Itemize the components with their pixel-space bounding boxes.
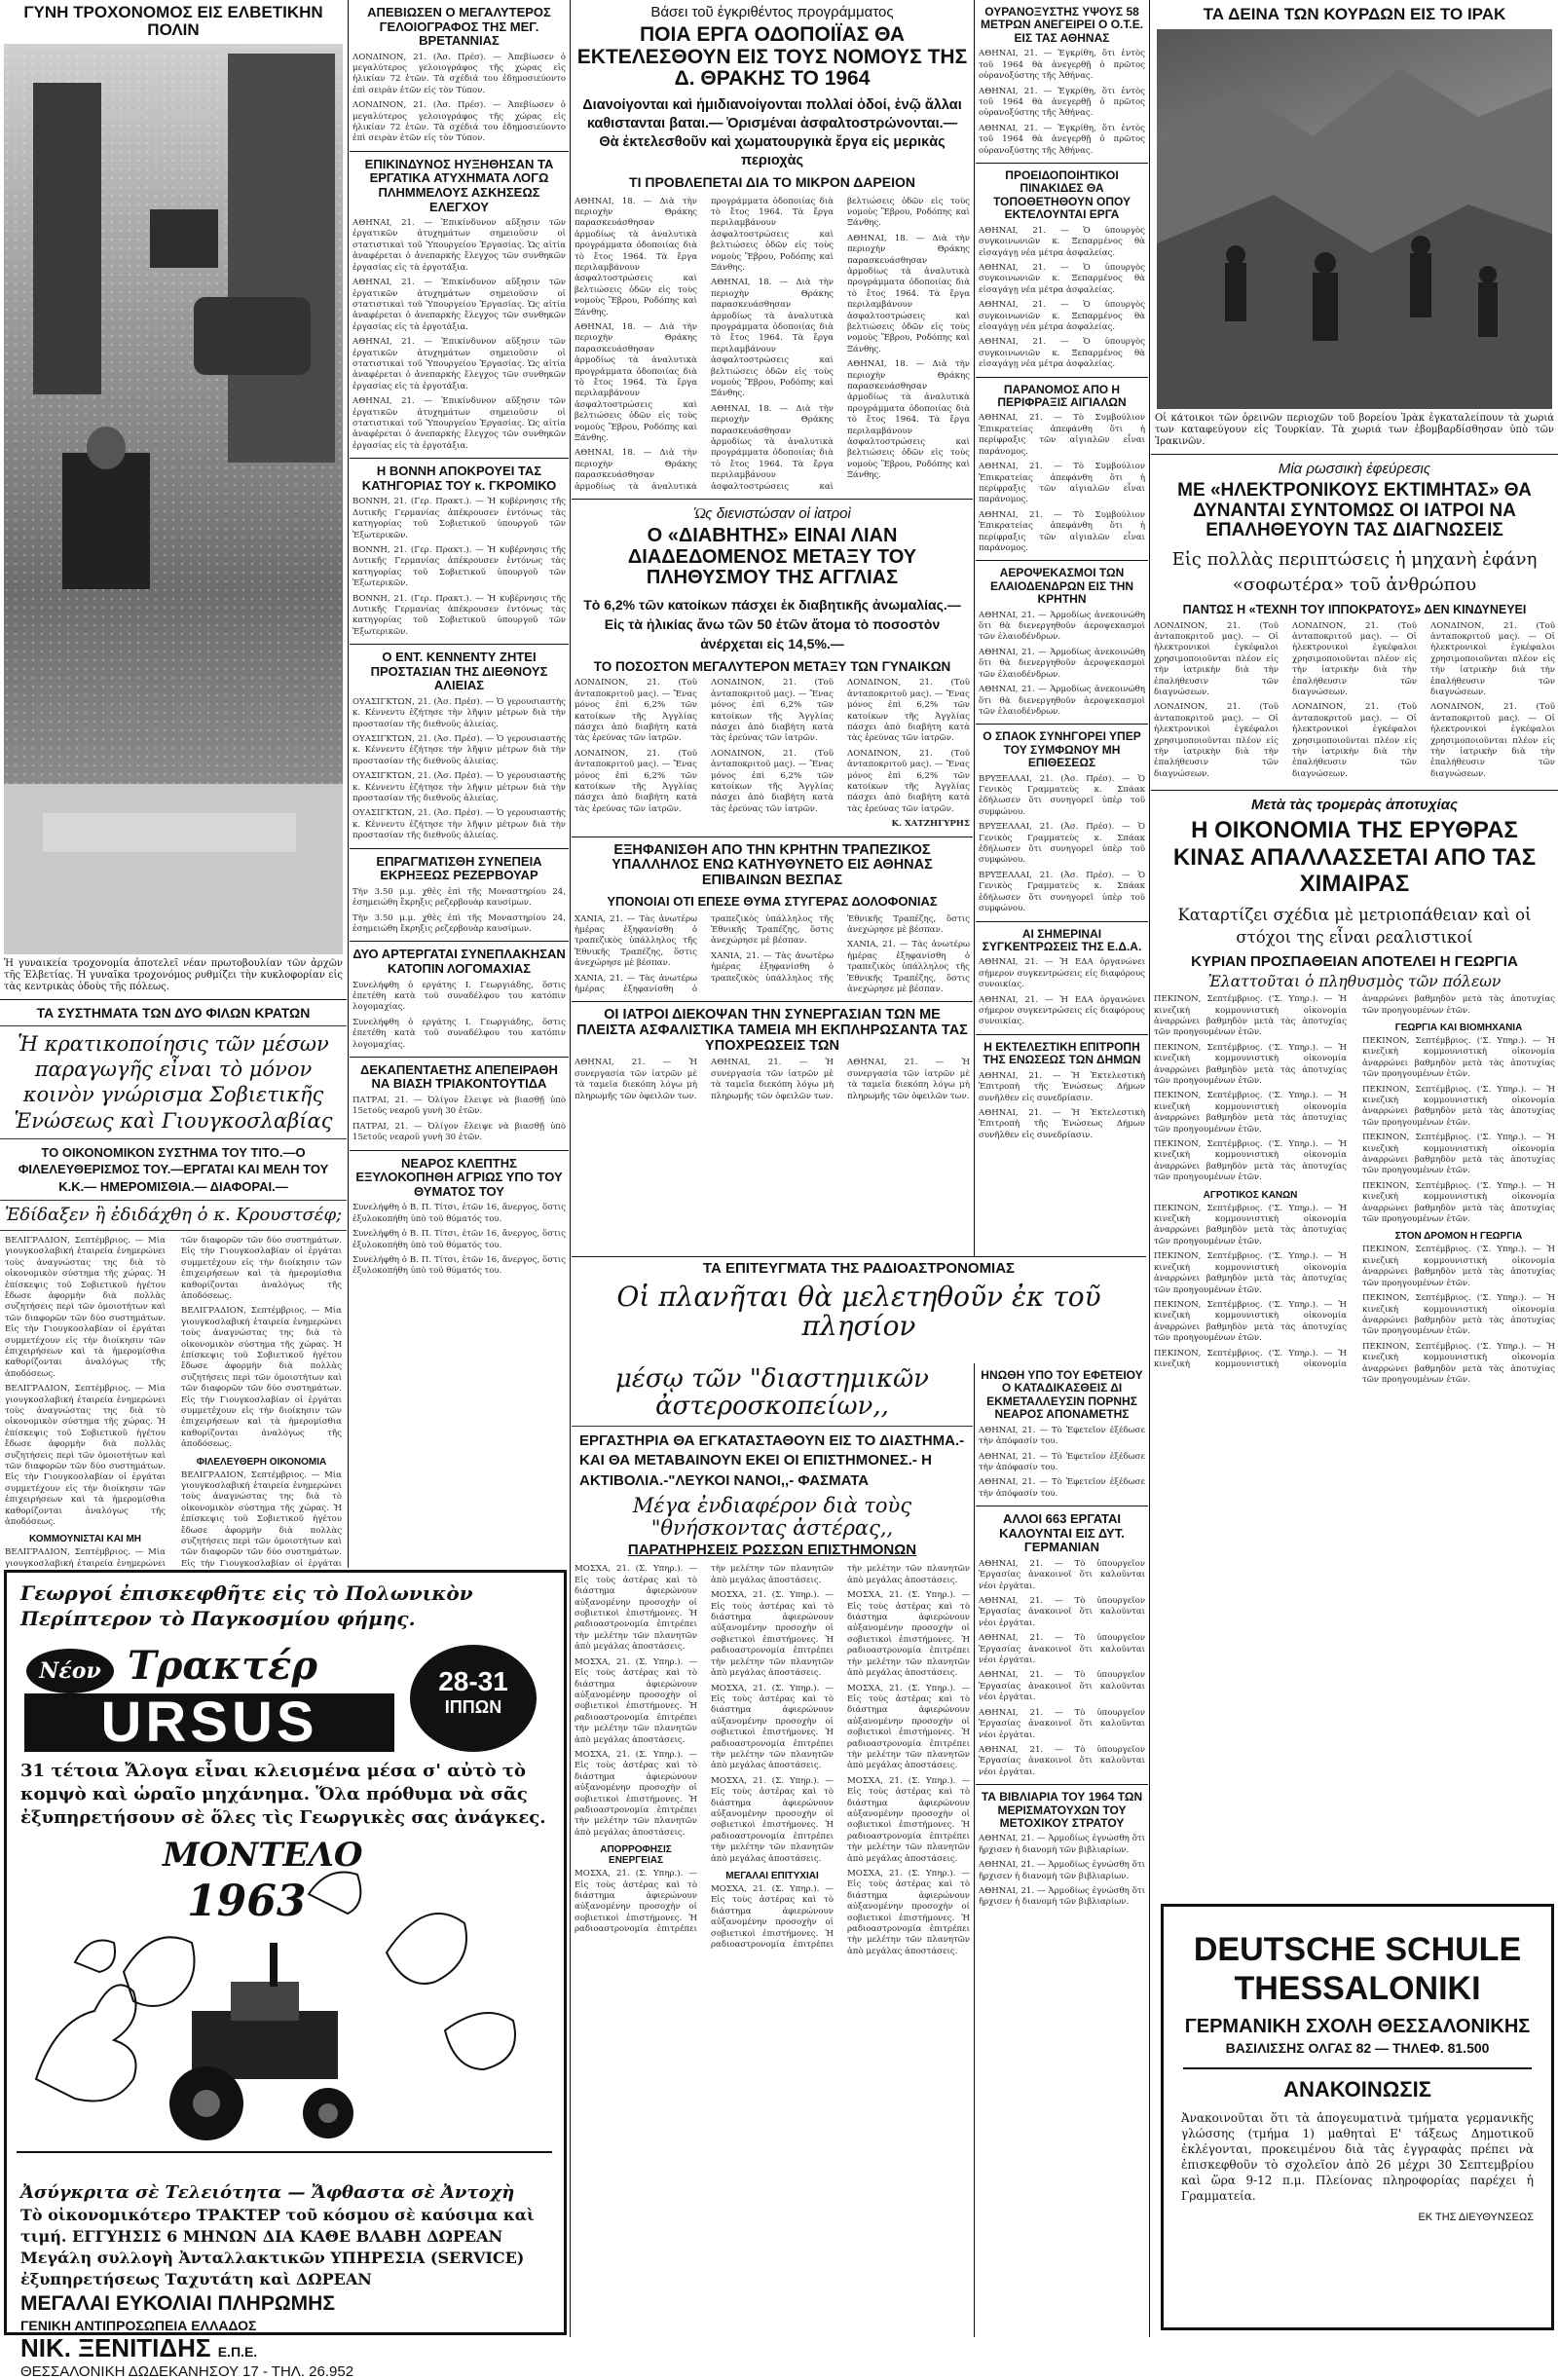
article-body: ΜΟΣΧΑ, 21. (Σ. Υπηρ.). — Εἰς τοὺς ἀστέρας καὶ τὸ διάστημα ἀφιερώνουν αὐξανομένην προσοχὴν οἱ σοβιετικοὶ ἐπιστήμονες. Ἡ ραδιοαστρονομία ἐπιτρέπει τὴν μελέτην τῶν πλανητῶν ἀπὸ μεγάλας ἀποστάσεις.	[711, 1564, 970, 1951]
article-headline: ΝΕΑΡΟΣ ΚΛΕΠΤΗΣ ΕΞΥΛΟΚΟΠΗΘΗ ΑΓΡΙΩΣ ΥΠΟ ΤΟΥ ΘΥΜΑΤΟΣ ΤΟΥ	[355, 1155, 563, 1199]
article-headline: ΑΕΡΟΨΕΚΑΣΜΟΙ ΤΩΝ ΕΛΑΙΟΔΕΝΔΡΩΝ ΕΙΣ ΤΗΝ ΚΡΗΤΗΝ	[989, 566, 1134, 607]
astronomy-subhead: ΠΑΡΑΤΗΡΗΣΕΙΣ ΡΩΣΣΩΝ ΕΠΙΣΤΗΜΟΝΩΝ	[627, 1542, 917, 1559]
photo-headline: ΓΥΝΗ ΤΡΟΧΟΝΟΜΟΣ ΕΙΣ ΕΛΒΕΤΙΚΗΝ ΠΟΛΙΝ	[23, 3, 323, 40]
article-body: ΑΘΗΝΑΙ, 21. — Τὸ Συμβούλιον Ἐπικρατείας ἀπεφάνθη ὅτι ἡ περίφραξις τῶν αἰγιαλῶν εἶναι παράνομος.	[979, 509, 1145, 553]
tractor-illustration	[17, 1836, 554, 2176]
horsepower-badge	[410, 1645, 537, 1752]
article-body: ΠΕΚΙΝΟΝ, Σεπτέμβριος. ('Σ. Υπηρ.). — Ἡ κινεζικὴ κομμουνιστικὴ οἰκονομία ἀναρρώνει βαθμηδὸν μετὰ τὰς ἀποτυχίας τῶν προηγουμένων ἐτῶν.	[1154, 994, 1555, 1369]
article-body: ΑΘΗΝΑΙ, 21. — Τὸ Ἐφετεῖον ἐξέδωσε τὴν ἀπόφασίν του.	[979, 1425, 1145, 1447]
tractor-word: Τρακτέρ	[128, 1643, 317, 1689]
horses-and-tractor-drawing	[17, 1836, 552, 2176]
article-body: ΜΟΣΧΑ, 21. (Σ. Υπηρ.). — Εἰς τοὺς ἀστέρας καὶ τὸ διάστημα ἀφιερώνουν αὐξανομένην προσοχὴν οἱ σοβιετικοὶ ἐπιστήμονες. Ἡ ραδιοαστρονομία ἐπιτρέπει τὴν μελέτην τῶν πλανητῶν ἀπὸ μεγάλας ἀποστάσεις.	[575, 1656, 697, 1745]
diabetes-deck: Τὸ 6,2% τῶν κατοίκων πάσχει ἐκ διαβητικῆς ἀνωμαλίας.— Εἰς τὰ ἡλικίας ἄνω τῶν 50 ἐτῶν ἄτομα τὸ ποσοστὸν ἀνέρχεται εἰς 14,5%.—	[583, 596, 961, 652]
article-headline: ΑΛΛΟΙ 663 ΕΡΓΑΤΑΙ ΚΑΛΟΥΝΤΑΙ ΕΙΣ ΔΥΤ. ΓΕΡΜΑΝΙΑΝ	[999, 1511, 1125, 1555]
article-body: ΒΡΥΞΕΛΛΑΙ, 21. (Ἀσ. Πρέσ). — Ὁ Γενικὸς Γραμματεὺς κ. Σπάακ ἐδήλωσεν ὅτι συνηγορεῖ ὑπὲρ τοῦ συμφώνου.	[979, 870, 1145, 914]
school-name-gr: ΓΕΡΜΑΝΙΚΗ ΣΧΟΛΗ ΘΕΣΣΑΛΟΝΙΚΗΣ	[1184, 2016, 1531, 2037]
astronomy-article	[572, 1363, 973, 2337]
roads-deck: Διανοίγονται καὶ ἡμιδιανοίγονται πολλαί ὁδοί, ἐνῷ ἄλλαι καθιστανται βαται.— Ὁρισμέναι ἀσφαλτοστρώνονται.— Θὰ ἐκτελεσθοῦν καὶ χωματουργικὰ ἔργα εἰς μερικὰς περιοχὰς	[582, 97, 962, 168]
article-headline: ΕΠΡΑΓΜΑΤΙΣΘΗ ΣΥΝΕΠΕΙΑ ΕΚΡΗΞΕΩΣ ΡΕΖΕΡΒΟΥΑΡ	[376, 853, 542, 883]
article-body: ΧΑΝΙΑ, 21. — Τὰς ἀνωτέρω ἡμέρας ἐξηφανίσθη ὁ τραπεζικὸς ὑπάλληλος τῆς Ἐθνικῆς Τραπέζης, ὅστις ἀνεχώρησε μὲ βέσπαν.	[711, 913, 970, 984]
article-body: ΠΕΚΙΝΟΝ, Σεπτέμβριος. ('Σ. Υπηρ.). — Ἡ κινεζικὴ κομμουνιστικὴ οἰκονομία ἀναρρώνει βαθμηδὸν μετὰ τὰς ἀποτυχίας τῶν προηγουμένων ἐτῶν.	[1154, 1042, 1347, 1087]
article-body: ΠΕΚΙΝΟΝ, Σεπτέμβριος. ('Σ. Υπηρ.). — Ἡ κινεζικὴ κομμουνιστικὴ οἰκονομία ἀναρρώνει βαθμηδὸν μετὰ τὰς ἀποτυχίας τῶν προηγουμένων ἐτῶν.	[1362, 1245, 1555, 1288]
column-2	[350, 0, 569, 1568]
article-body: ΟΥΑΣΙΓΚΤΩΝ, 21. (Ἀσ. Πρέσ). — Ὁ γερουσιαστὴς κ. Κέννεντυ ἐζήτησε τὴν λῆψιν μέτρων διὰ τὴν προστασίαν τῆς διεθνοῦς ἁλιείας.	[352, 696, 566, 729]
astronomy-header	[572, 1256, 1146, 1363]
article-kicker: Μία ρωσσικὴ ἐφεύρεσις	[1278, 461, 1431, 478]
article-body: ΛΟΝΔΙΝΟΝ, 21. (Τοῦ ἀνταποκριτοῦ μας). — Οἱ ἠλεκτρονικοὶ ἐγκέφαλοι χρησιμοποιοῦνται πλέον εἰς τὴν ἰατρικὴν διὰ τὴν ἐπαλήθευσιν τῶν διαγνώσεων.	[1292, 620, 1417, 698]
article-body: ΜΟΣΧΑ, 21. (Σ. Υπηρ.). — Εἰς τοὺς ἀστέρας καὶ τὸ διάστημα ἀφιερώνουν αὐξανομένην προσοχὴν οἱ σοβιετικοὶ ἐπιστήμονες. Ἡ ραδιοαστρονομία ἐπιτρέπει τὴν μελέτην τῶν πλανητῶν ἀπὸ μεγάλας ἀποστάσεις.	[575, 1564, 834, 1935]
ad-quality-line: Ἀσύγκριτα σὲ Τελειότητα — Ἄφθαστα σὲ Ἀντοχὴ	[20, 2182, 515, 2203]
article-body: ΑΘΗΝΑΙ, 18. — Διὰ τὴν περιοχὴν Θράκης παρασκευάσθησαν ἀρμοδίως τὰ ἀναλυτικὰ προγράμματα ὁδοποιίας διὰ τὸ ἔτος 1964. Τὰ ἔργα περιλαμβάνουν ἀσφαλτοστρώσεις καὶ βελτιώσεις ὁδῶν εἰς τοὺς νομοὺς Ἕβρου, Ροδόπης καὶ Ξάνθης.	[847, 233, 970, 354]
article-headline: ΟΥΡΑΝΟΞΥΣΤΗΣ ΥΨΟΥΣ 58 ΜΕΤΡΩΝ ΑΝΕΓΕΙΡΕΙ Ο Ο.Τ.Ε. ΕΙΣ ΤΑΣ ΑΘΗΝΑΣ	[980, 5, 1144, 45]
ad-payment-line: ΜΕΓΑΛΑΙ ΕΥΚΟΛΙΑΙ ΠΛΗΡΩΜΗΣ	[20, 2292, 335, 2315]
article-body: ΜΟΣΧΑ, 21. (Σ. Υπηρ.). — Εἰς τοὺς ἀστέρας καὶ τὸ διάστημα ἀφιερώνουν αὐξανομένην προσοχὴν οἱ σοβιετικοὶ ἐπιστήμονες. Ἡ ραδιοαστρονομία ἐπιτρέπει τὴν μελέτην τῶν πλανητῶν ἀπὸ μεγάλας ἀποστάσεις.	[711, 1683, 834, 1771]
article-body: ΑΘΗΝΑΙ, 18. — Διὰ τὴν περιοχὴν Θράκης παρασκευάσθησαν ἀρμοδίως τὰ ἀναλυτικὰ προγράμματα ὁδοποιίας διὰ τὸ ἔτος 1964. Τὰ ἔργα περιλαμβάνουν ἀσφαλτοστρώσεις καὶ βελτιώσεις ὁδῶν εἰς τοὺς νομοὺς Ἕβρου, Ροδόπης καὶ Ξάνθης.	[847, 359, 970, 481]
kurds-photo	[1157, 29, 1552, 409]
ad-company-suffix: Ε.Π.Ε.	[217, 2344, 258, 2360]
hp-unit: ΙΠΠΩΝ	[444, 1697, 502, 1717]
article-body: ΑΘΗΝΑΙ, 21. — Ὁ ὑπουργὸς συγκοινωνιῶν κ. Ξεπαρμένος θὰ εἰσαγάγῃ νέα μέτρα ἀσφαλείας.	[979, 337, 1145, 370]
article-body: ΠΑΤΡΑΙ, 21. — Ὀλίγον ἔλειψε νὰ βιασθῇ ὑπὸ 15ετοῦς νεαροῦ γυνὴ 30 ἐτῶν.	[352, 1096, 566, 1117]
astronomy-headline: Οἱ πλανῆται θὰ μελετηθοῦν ἐκ τοῦ πλησίον	[616, 1281, 1101, 1343]
announcement-title: ΑΝΑΚΟΙΝΩΣΙΣ	[1283, 2077, 1431, 2101]
article-body: ΑΘΗΝΑΙ, 21. — Τὸ Ἐφετεῖον ἐξέδωσε τὴν ἀπόφασίν του.	[979, 1477, 1145, 1499]
photo-caption: Οἱ κάτοικοι τῶν ὀρεινῶν περιοχῶν τοῦ βορείου Ἰρὰκ ἐγκαταλείπουν τὰ χωριά των καταφεύγουν εἰς Τουρκίαν. Τὰ χωριά των ἐβομβαρδίσθησαν ὑπὸ τῶν Ἰρακινῶν.	[1155, 413, 1554, 448]
school-city-de: THESSALONIKI	[1234, 1970, 1481, 2007]
doctors-headline: ΟΙ ΙΑΤΡΟΙ ΔΙΕΚΟΨΑΝ ΤΗΝ ΣΥΝΕΡΓΑΣΙΑΝ ΤΩΝ ΜΕ ΠΛΕΙΣΤΑ ΑΣΦΑΛΙΣΤΙΚΑ ΤΑΜΕΙΑ ΜΗ ΕΚΠΛΗΡΩΣΑΝΤΑ ΤΑΣ ΥΠΟΧΡΕΩΣΕΙΣ ΤΩΝ	[576, 1007, 968, 1054]
article-body: ΜΟΣΧΑ, 21. (Σ. Υπηρ.). — Εἰς τοὺς ἀστέρας καὶ τὸ διάστημα ἀφιερώνουν αὐξανομένην προσοχὴν οἱ σοβιετικοὶ ἐπιστήμονες. Ἡ ραδιοαστρονομία ἐπιτρέπει τὴν μελέτην τῶν πλανητῶν ἀπὸ μεγάλας ἀποστάσεις.	[575, 1749, 697, 1838]
article-body: ΑΘΗΝΑΙ, 21. — Τὸ Συμβούλιον Ἐπικρατείας ἀπεφάνθη ὅτι ἡ περίφραξις τῶν αἰγιαλῶν εἶναι παράνομος.	[979, 462, 1145, 505]
article-body: Τὴν 3.50 μ.μ. χθὲς ἐπὶ τῆς Μοναστηρίου 24, ἐσημειώθη ἔκρηξις ρεζερβουὰρ καυσίμων.	[352, 912, 566, 934]
article-body: ΑΘΗΝΑΙ, 21. — Ἡ Ἐκτελεστικὴ Ἐπιτροπὴ τῆς Ἑνώσεως Δήμων συνῆλθεν εἰς συνεδρίασιν.	[979, 1107, 1145, 1140]
ad-company: ΝΙΚ. ΞΕΝΙΤΙΔΗΣ	[20, 2333, 211, 2362]
announcement-text: Ἀνακοινοῦται ὅτι τὰ ἀπογευματινὰ τμήματα γερμανικῆς γλώσσης (τμήμα 1) μαθηταὶ Ε' τάξεως Δημοτικοῦ ἐκλέγονται, προκειμένου διὰ τὰς ἐγγραφὰς πρέπει νὰ ἐπισκεφθοῦν τὸ σχολεῖον ἀπὸ 26 μέχρι 30 Σεπτεμβρίου καὶ ὥρα 9-12 π.μ. Πλείονας πληροφορίας παρέχει ἡ Γραμματεία.	[1181, 2111, 1534, 2203]
china-deck: Καταρτίζει σχέδια μὲ μετριοπάθειαν καὶ οἱ στόχοι της εἶναι ρεαλιστικοί	[1177, 906, 1532, 948]
article-body: ΑΘΗΝΑΙ, 18. — Διὰ τὴν περιοχὴν Θράκης παρασκευάσθησαν ἀρμοδίως τὰ ἀναλυτικὰ προγράμματα ὁδοποιίας διὰ τὸ ἔτος 1964. Τὰ ἔργα περιλαμβάνουν ἀσφαλτοστρώσεις καὶ βελτιώσεις ὁδῶν εἰς τοὺς νομοὺς Ἕβρου, Ροδόπης καὶ Ξάνθης.	[575, 321, 697, 444]
article-subhead: ΚΟΜΜΟΥΝΙΣΤΑΙ ΚΑΙ ΜΗ	[28, 1534, 142, 1545]
article-body: ΠΕΚΙΝΟΝ, Σεπτέμβριος. ('Σ. Υπηρ.). — Ἡ κινεζικὴ κομμουνιστικὴ οἰκονομία ἀναρρώνει βαθμηδὸν μετὰ τὰς ἀποτυχίας τῶν προηγουμένων ἐτῶν.	[1154, 1139, 1347, 1183]
article-body: Συνελήφθη ὁ Β. Π. Τίτσι, ἐτῶν 16, ἄνεργος, ὅστις ἐξυλοκοπήθη ὑπὸ τοῦ θύματός του.	[352, 1203, 566, 1224]
article-body: ΑΘΗΝΑΙ, 21. — Ἀρμοδίως ἐγνώσθη ὅτι ἤρχισεν ἡ διανομὴ τῶν βιβλιαρίων.	[979, 1860, 1145, 1881]
article-body: Συνελήφθη ὁ εργάτης Ι. Γεωργιάδης, ὅστις ἐπετέθη κατὰ τοῦ συναδέλφου του κατόπιν λογομαχίας.	[352, 980, 566, 1013]
crete-subhead: ΥΠΟΝΟΙΑΙ ΟΤΙ ΕΠΕΣΕ ΘΥΜΑ ΣΤΥΓΕΡΑΣ ΔΟΛΟΦΟΝΙΑΣ	[607, 893, 938, 909]
article-body: ΒΡΥΞΕΛΛΑΙ, 21. (Ἀσ. Πρέσ). — Ὁ Γενικὸς Γραμματεὺς κ. Σπάακ ἐδήλωσεν ὅτι συνηγορεῖ ὑπὲρ τοῦ συμφώνου.	[979, 773, 1145, 817]
article-body: ΑΘΗΝΑΙ, 21. — Ἀρμοδίως ἐγνώσθη ὅτι ἤρχισεν ἡ διανομὴ τῶν βιβλιαρίων.	[979, 1886, 1145, 1908]
article-body: ΑΘΗΝΑΙ, 21. — Ἐπικίνδυνον αὔξησιν τῶν ἐργατικῶν ἀτυχημάτων σημειοῦσιν οἱ στατιστικαὶ τοῦ Ὑπουργείου Ἐργασίας. Ὡς αἰτία ἀναφέρεται ὁ ἀνεπαρκὴς ἔλεγχος τῶν συνθηκῶν ἐργασίας εἰς τὰ ἐργοτάξια.	[352, 278, 566, 332]
article-body: ΑΘΗΝΑΙ, 21. — Ἀρμοδίως ἀνεκοινώθη ὅτι θὰ διενεργηθοῦν ἀεροψεκασμοὶ τῶν ἐλαιοδένδρων.	[979, 610, 1145, 643]
article-body: ΛΟΝΔΙΝΟΝ, 21. (Τοῦ ἀνταποκριτοῦ μας). — Οἱ ἠλεκτρονικοὶ ἐγκέφαλοι χρησιμοποιοῦνται πλέον εἰς τὴν ἰατρικὴν διὰ τὴν ἐπαλήθευσιν τῶν διαγνώσεων.	[1430, 702, 1555, 779]
article-body: ΠΕΚΙΝΟΝ, Σεπτέμβριος. ('Σ. Υπηρ.). — Ἡ κινεζικὴ κομμουνιστικὴ οἰκονομία ἀναρρώνει βαθμηδὸν μετὰ τὰς ἀποτυχίας τῶν προηγουμένων ἐτῶν.	[1362, 1180, 1555, 1225]
main-headline: Ἡ κρατικοποίησις τῶν μέσων παραγωγῆς εἶναι τὸ μόνον κοινὸν γνώρισμα Σοβιετικῆς Ἑνώσεως καὶ Γιουγκοσλαβίας	[14, 1031, 333, 1133]
article-body: ΜΟΣΧΑ, 21. (Σ. Υπηρ.). — Εἰς τοὺς ἀστέρας καὶ τὸ διάστημα ἀφιερώνουν αὐξανομένην προσοχὴν οἱ σοβιετικοὶ ἐπιστήμονες. Ἡ ραδιοαστρονομία ἐπιτρέπει τὴν μελέτην τῶν πλανητῶν ἀπὸ μεγάλας ἀποστάσεις.	[711, 1775, 834, 1864]
article-body: ΧΑΝΙΑ, 21. — Τὰς ἀνωτέρω ἡμέρας ἐξηφανίσθη ὁ τραπεζικὸς ὑπάλληλος τῆς Ἐθνικῆς Τραπέζης, ὅστις ἀνεχώρησε μὲ βέσπαν.	[575, 913, 697, 969]
article-headline: ΔΕΚΑΠΕΝΤΑΕΤΗΣ ΑΠΕΠΕΙΡΑΘΗ ΝΑ ΒΙΑΣΗ ΤΡΙΑΚΟΝΤΟΥΤΙΔΑ	[360, 1061, 558, 1092]
article-headline: Η ΒΟΝΝΗ ΑΠΟΚΡΟΥΕΙ ΤΑΣ ΚΑΤΗΓΟΡΙΑΣ ΤΟΥ κ. ΓΚΡΟΜΙΚΟ	[361, 464, 557, 493]
article-body: ΛΟΝΔΙΝΟΝ, 21. (Τοῦ ἀνταποκριτοῦ μας). — Ἔνας μόνος ἐπὶ 6,2% τῶν κατοίκων τῆς Ἀγγλίας πάσχει ἀπὸ διαβήτη κατὰ τὰς ἐρεύνας τῶν ἰατρῶν.	[575, 678, 697, 744]
article-body: ΒΟΝΝΗ, 21. (Γερ. Πρακτ.). — Ἡ κυβέρνησις τῆς Δυτικῆς Γερμανίας ἀπέκρουσεν ἐντόνως τὰς κατηγορίας τοῦ Σοβιετικοῦ ὑπουργοῦ τῶν Ἐξωτερικῶν.	[352, 497, 566, 540]
article-body: ΠΕΚΙΝΟΝ, Σεπτέμβριος. ('Σ. Υπηρ.). — Ἡ κινεζικὴ κομμουνιστικὴ οἰκονομία ἀναρρώνει βαθμηδὸν μετὰ τὰς ἀποτυχίας τῶν προηγουμένων ἐτῶν.	[1362, 1133, 1555, 1176]
announcement-signature: ΕΚ ΤΗΣ ΔΙΕΥΘΥΝΣΕΩΣ	[1418, 2212, 1534, 2223]
article-body: ΑΘΗΝΑΙ, 21. — Ὁ ὑπουργὸς συγκοινωνιῶν κ. Ξεπαρμένος θὰ εἰσαγάγῃ νέα μέτρα ἀσφαλείας.	[979, 262, 1145, 295]
article-body: ΑΘΗΝΑΙ, 18. — Διὰ τὴν περιοχὴν Θράκης παρασκευάσθησαν ἀρμοδίως τὰ ἀναλυτικὰ προγράμματα ὁδοποιίας διὰ τὸ ἔτος 1964. Τὰ ἔργα περιλαμβάνουν ἀσφαλτοστρώσεις καὶ βελτιώσεις ὁδῶν εἰς τοὺς νομοὺς Ἕβρου, Ροδόπης καὶ Ξάνθης.	[711, 196, 970, 492]
subheadline-question: Ἐδίδαξεν ἢ ἐδιδάχθη ὁ κ. Κρουστσέφ;	[4, 1205, 343, 1226]
article-body: ΑΘΗΝΑΙ, 21. — Ἐπικίνδυνον αὔξησιν τῶν ἐργατικῶν ἀτυχημάτων σημειοῦσιν οἱ στατιστικαὶ τοῦ Ὑπουργείου Ἐργασίας. Ὡς αἰτία ἀναφέρεται ὁ ἀνεπαρκὴς ἔλεγχος τῶν συνθηκῶν ἐργασίας εἰς τὰ ἐργοτάξια.	[352, 337, 566, 391]
article-body: ΑΘΗΝΑΙ, 21. — Ἡ συνεργασία τῶν ἰατρῶν μὲ τὰ ταμεῖα διεκόπη λόγω μὴ πληρωμῆς τῶν ὀφειλῶν των.	[575, 1058, 697, 1101]
article-headline: ΠΑΡΑΝΟΜΟΣ ΑΠΟ Η ΠΕΡΙΦΡΑΞΙΣ ΑΙΓΙΑΛΩΝ	[997, 382, 1127, 410]
roads-subhead: ΤΙ ΠΡΟΒΛΕΠΕΤΑΙ ΔΙΑ ΤΟ ΜΙΚΡΟΝ ΔΑΡΕΙΟΝ	[629, 174, 915, 191]
article-headline: ΠΡΟΕΙΔΟΠΟΙΗΤΙΚΟΙ ΠΙΝΑΚΙΔΕΣ ΘΑ ΤΟΠΟΘΕΤΗΘΟΥΝ ΟΠΟΥ ΕΚΤΕΛΟΥΝΤΑΙ ΕΡΓΑ	[992, 167, 1131, 222]
article-headline: ΗΝΩΘΗ ΥΠΟ ΤΟΥ ΕΦΕΤΕΙΟΥ Ο ΚΑΤΑΔΙΚΑΣΘΕΙΣ ΔΙ ΕΚΜΕΤΑΛΛΕΥΣΙΝ ΠΟΡΝΗΣ ΝΕΑΡΟΣ ΑΠΟΝΑΜΕΤΗΣ	[981, 1368, 1143, 1422]
article-body: ΑΘΗΝΑΙ, 18. — Διὰ τὴν περιοχὴν Θράκης παρασκευάσθησαν ἀρμοδίως τὰ ἀναλυτικὰ προγράμματα ὁδοποιίας διὰ τὸ ἔτος 1964. Τὰ ἔργα περιλαμβάνουν ἀσφαλτοστρώσεις καὶ βελτιώσεις ὁδῶν εἰς τοὺς νομοὺς Ἕβρου, Ροδόπης καὶ Ξάνθης.	[575, 196, 697, 317]
article-body: ΛΟΝΔΙΝΟΝ, 21. (Τοῦ ἀνταποκριτοῦ μας). — Ἔνας μόνος ἐπὶ 6,2% τῶν κατοίκων τῆς Ἀγγλίας πάσχει ἀπὸ διαβήτη κατὰ τὰς ἐρεύνας τῶν ἰατρῶν.	[847, 748, 970, 814]
article-subhead: ΓΕΩΡΓΙΑ ΚΑΙ ΒΙΟΜΗΧΑΝΙΑ	[1394, 1022, 1523, 1033]
section-label: ΤΑ ΣΥΣΤΗΜΑΤΑ ΤΩΝ ΔΥΟ ΦΙΛΩΝ ΚΡΑΤΩΝ	[36, 1004, 311, 1021]
article-body: ΠΕΚΙΝΟΝ, Σεπτέμβριος. ('Σ. Υπηρ.). — Ἡ κινεζικὴ κομμουνιστικὴ οἰκονομία ἀναρρώνει βαθμηδὸν μετὰ τὰς ἀποτυχίας τῶν προηγουμένων ἐτῶν.	[1154, 1251, 1347, 1295]
article-body: ΠΕΚΙΝΟΝ, Σεπτέμβριος. ('Σ. Υπηρ.). — Ἡ κινεζικὴ κομμουνιστικὴ οἰκονομία ἀναρρώνει βαθμηδὸν μετὰ τὰς ἀποτυχίας τῶν προηγουμένων ἐτῶν.	[1154, 1299, 1347, 1344]
tractor-advertisement	[4, 1570, 567, 2380]
article-body: ΑΘΗΝΑΙ, 21. — Ἐγκρίθη, ὅτι ἐντὸς τοῦ 1964 θὰ ἀνεγερθῇ ὁ πρῶτος οὐρανοξύστης τῆς Ἀθήνας.	[979, 49, 1145, 82]
article-body: Συνελήφθη ὁ Β. Π. Τίτσι, ἐτῶν 16, ἄνεργος, ὅστις ἐξυλοκοπήθη ὑπὸ τοῦ θύματός του.	[352, 1229, 566, 1250]
article-body: ΜΟΣΧΑ, 21. (Σ. Υπηρ.). — Εἰς τοὺς ἀστέρας καὶ τὸ διάστημα ἀφιερώνουν αὐξανομένην προσοχὴν οἱ σοβιετικοὶ ἐπιστήμονες. Ἡ ραδιοαστρονομία ἐπιτρέπει τὴν μελέτην τῶν πλανητῶν ἀπὸ μεγάλας ἀποστάσεις.	[847, 1683, 970, 1771]
article-body: ΠΕΚΙΝΟΝ, Σεπτέμβριος. ('Σ. Υπηρ.). — Ἡ κινεζικὴ κομμουνιστικὴ οἰκονομία ἀναρρώνει βαθμηδὸν μετὰ τὰς ἀποτυχίας τῶν προηγουμένων ἐτῶν.	[1362, 1084, 1555, 1128]
article-body: ΑΘΗΝΑΙ, 21. — Τὸ ὑπουργεῖον Ἐργασίας ἀνακοινοῖ ὅτι καλοῦνται νέοι ἐργάται.	[979, 1633, 1145, 1666]
article-subhead: ΣΤΟΝ ΔΡΟΜΟΝ Η ΓΕΩΡΓΙΑ	[1394, 1231, 1523, 1243]
article-body: ΑΘΗΝΑΙ, 21. — Ἡ συνεργασία τῶν ἰατρῶν μὲ τὰ ταμεῖα διεκόπη λόγω μὴ πληρωμῆς τῶν ὀφειλῶν των.	[711, 1058, 834, 1101]
article-headline: ΑΠΕΒΙΩΣΕΝ Ο ΜΕΓΑΛΥΤΕΡΟΣ ΓΕΛΟΙΟΓΡΑΦΟΣ ΤΗΣ ΜΕΓ. ΒΡΕΤΑΝΝΙΑΣ	[367, 5, 551, 49]
article-body: ΟΥΑΣΙΓΚΤΩΝ, 21. (Ἀσ. Πρέσ). — Ὁ γερουσιαστὴς κ. Κέννεντυ ἐζήτησε τὴν λῆψιν μέτρων διὰ τὴν προστασίαν τῆς διεθνοῦς ἁλιείας.	[352, 734, 566, 766]
school-name-de: DEUTSCHE SCHULE	[1193, 1931, 1522, 1968]
article-subhead: ΑΠΟΡΡΟΦΗΣΙΣ ΕΝΕΡΓΕΙΑΣ	[600, 1844, 672, 1867]
column-4-top	[976, 0, 1148, 1256]
school-advertisement	[1161, 1904, 1554, 2330]
crete-headline: ΕΞΗΦΑΝΙΣΘΗ ΑΠΟ ΤΗΝ ΚΡΗΤΗΝ ΤΡΑΠΕΖΙΚΟΣ ΥΠΑΛΛΗΛΟΣ ΕΝΩ ΚΑΤΗΥΘΥΝΕΤΟ ΕΙΣ ΑΘΗΝΑΣ ΕΠΙΒΑΙΝΩΝ ΒΕΣΠΑΣ	[612, 841, 933, 888]
article-body: ΜΟΣΧΑ, 21. (Σ. Υπηρ.). — Εἰς τοὺς ἀστέρας καὶ τὸ διάστημα ἀφιερώνουν αὐξανομένην προσοχὴν οἱ σοβιετικοὶ ἐπιστήμονες. Ἡ ραδιοαστρονομία ἐπιτρέπει τὴν μελέτην τῶν πλανητῶν ἀπὸ μεγάλας ἀποστάσεις.	[847, 1590, 970, 1679]
article-body: ΠΕΚΙΝΟΝ, Σεπτέμβριος. ('Σ. Υπηρ.). — Ἡ κινεζικὴ κομμουνιστικὴ οἰκονομία ἀναρρώνει βαθμηδὸν μετὰ τὰς ἀποτυχίας τῶν προηγουμένων ἐτῶν.	[1362, 1293, 1555, 1337]
article-body: ΒΕΛΙΓΡΑΔΙΟΝ, Σεπτέμβριος. — Μία γιουγκοσλαβική ἐταιρεία ἐνημερώνει τῶν διαφορῶν τῶν δύο συστημάτων. Εἰς τὴν Γιουγκοσλαβίαν οἱ ἐργάται συμμετέχουν εἰς τὴν διοίκησιν τῶν ἐπιχειρήσεων καὶ τὰ ἡμερομίσθια καθορίζονται ἀναλόγως τῆς ἀποδόσεως.	[5, 1235, 342, 1568]
article-headline: ΔΥΟ ΑΡΤΕΡΓΑΤΑΙ ΣΥΝΕΠΛΑΚΗΣΑΝ ΚΑΤΟΠΙΝ ΛΟΓΟΜΑΧΙΑΣ	[352, 947, 566, 976]
article-kicker: Μετὰ τὰς τρομερὰς ἀποτυχίας	[1251, 797, 1458, 814]
article-body: ΛΟΝΔΙΝΟΝ, 21. (Τοῦ ἀνταποκριτοῦ μας). — Οἱ ἠλεκτρονικοὶ ἐγκέφαλοι χρησιμοποιοῦνται πλέον εἰς τὴν ἰατρικὴν διὰ τὴν ἐπαλήθευσιν τῶν διαγνώσεων.	[1292, 702, 1417, 779]
article-body: ΠΕΚΙΝΟΝ, Σεπτέμβριος. ('Σ. Υπηρ.). — Ἡ κινεζικὴ κομμουνιστικὴ οἰκονομία ἀναρρώνει βαθμηδὸν μετὰ τὰς ἀποτυχίας τῶν προηγουμένων ἐτῶν.	[1362, 1035, 1555, 1080]
column-3	[572, 0, 973, 1251]
article-body: ΑΘΗΝΑΙ, 18. — Διὰ τὴν περιοχὴν Θράκης παρασκευάσθησαν ἀρμοδίως τὰ ἀναλυτικὰ προγράμματα ὁδοποιίας διὰ τὸ ἔτος 1964. Τὰ ἔργα περιλαμβάνουν ἀσφαλτοστρώσεις καὶ βελτιώσεις ὁδῶν εἰς τοὺς νομοὺς Ἕβρου, Ροδόπης καὶ Ξάνθης.	[711, 278, 834, 399]
article-body: ΧΑΝΙΑ, 21. — Τὰς ἀνωτέρω ἡμέρας ἐξηφανίσθη ὁ τραπεζικὸς ὑπάλληλος τῆς Ἐθνικῆς Τραπέζης, ὅστις ἀνεχώρησε μὲ βέσπαν.	[847, 940, 970, 995]
article-body: ΑΘΗΝΑΙ, 21. — Ἡ συνεργασία τῶν ἰατρῶν μὲ τὰ ταμεῖα διεκόπη λόγω μὴ πληρωμῆς τῶν ὀφειλῶν των.	[847, 1058, 970, 1101]
column-rule	[570, 0, 571, 2337]
article-body: ΛΟΝΔΙΝΟΝ, 21. (Τοῦ ἀνταποκριτοῦ μας). — Ἔνας μόνος ἐπὶ 6,2% τῶν κατοίκων τῆς Ἀγγλίας πάσχει ἀπὸ διαβήτη κατὰ τὰς ἐρεύνας τῶν ἰατρῶν.	[847, 678, 970, 744]
china-headline: Η ΟΙΚΟΝΟΜΙΑ ΤΗΣ ΕΡΥΘΡΑΣ ΚΙΝΑΣ ΑΠΑΛΛΑΣΣΕΤΑΙ ΑΠΟ ΤΑΣ ΧΙΜΑΙΡΑΣ	[1172, 817, 1537, 898]
article-body: ΟΥΑΣΙΓΚΤΩΝ, 21. (Ἀσ. Πρέσ). — Ὁ γερουσιαστὴς κ. Κέννεντυ ἐζήτησε τὴν λῆψιν μέτρων διὰ τὴν προστασίαν τῆς διεθνοῦς ἁλιείας.	[352, 771, 566, 804]
column-rule	[1149, 0, 1150, 2337]
article-body: ΛΟΝΔΙΝΟΝ, 21. (Τοῦ ἀνταποκριτοῦ μας). — Ἔνας μόνος ἐπὶ 6,2% τῶν κατοίκων τῆς Ἀγγλίας πάσχει ἀπὸ διαβήτη κατὰ τὰς ἐρεύνας τῶν ἰατρῶν.	[711, 678, 834, 744]
model-label: ΜΟΝΤΕΛΟ	[163, 1836, 363, 1875]
article-body: ΑΘΗΝΑΙ, 21. — Ὁ ὑπουργὸς συγκοινωνιῶν κ. Ξεπαρμένος θὰ εἰσαγάγῃ νέα μέτρα ἀσφαλείας.	[979, 300, 1145, 332]
article-body: ΒΡΥΞΕΛΛΑΙ, 21. (Ἀσ. Πρέσ). — Ὁ Γενικὸς Γραμματεὺς κ. Σπάακ ἐδήλωσεν ὅτι συνηγορεῖ ὑπὲρ τοῦ συμφώνου.	[979, 822, 1145, 866]
article-body: ΧΑΝΙΑ, 21. — Τὰς ἀνωτέρω ἡμέρας ἐξηφανίσθη ὁ τραπεζικὸς ὑπάλληλος τῆς Ἐθνικῆς Τραπέζης, ὅστις ἀνεχώρησε μὲ βέσπαν.	[575, 913, 834, 995]
article-body: ΑΘΗΝΑΙ, 21. — Τὸ Συμβούλιον Ἐπικρατείας ἀπεφάνθη ὅτι ἡ περίφραξις τῶν αἰγιαλῶν εἶναι παράνομος.	[979, 413, 1145, 457]
article-headline: ΕΠΙΚΙΝΔΥΝΟΣ ΗΥΞΗΘΗΣΑΝ ΤΑ ΕΡΓΑΤΙΚΑ ΑΤΥΧΗΜΑΤΑ ΛΟΓΩ ΠΛΗΜΜΕΛΟΥΣ ΑΣΚΗΣΕΩΣ ΕΛΕΓΧΟΥ	[364, 156, 554, 214]
article-headline: Ο ΕΝΤ. ΚΕΝΝΕΝΤΥ ΖΗΤΕΙ ΠΡΟΣΤΑΣΙΑΝ ΤΗΣ ΔΙΕΘΝΟΥΣ ΑΛΙΕΙΑΣ	[370, 650, 548, 693]
article-body: ΛΟΝΔΙΝΟΝ, 21. (Ἀσ. Πρέσ). — Ἀπεβίωσεν ὁ μεγαλύτερος γελοιογράφος τῆς χώρας εἰς ἡλικίαν 72 ἐτῶν. Τὰ σχέδιά του ἐδημοσιεύοντο ἐπὶ σειρὰν ἐτῶν εἰς τὸν Τύπον.	[352, 52, 566, 95]
article-body: ΑΘΗΝΑΙ, 21. — Ἀρμοδίως ἀνεκοινώθη ὅτι θὰ διενεργηθοῦν ἀεροψεκασμοὶ τῶν ἐλαιοδένδρων.	[979, 647, 1145, 680]
diabetes-headline: Ο «ΔΙΑΒΗΤΗΣ» ΕΙΝΑΙ ΛΙΑΝ ΔΙΑΔΕΔΟΜΕΝΟΣ ΜΕΤΑΞΥ ΤΟΥ ΠΛΗΘΥΣΜΟΥ ΤΗΣ ΑΓΓΛΙΑΣ	[627, 525, 917, 589]
school-address: ΒΑΣΙΛΙΣΣΗΣ ΟΛΓΑΣ 82 — ΤΗΛΕΦ. 81.500	[1225, 2040, 1490, 2056]
article-body: ΜΟΣΧΑ, 21. (Σ. Υπηρ.). — Εἰς τοὺς ἀστέρας καὶ τὸ διάστημα ἀφιερώνουν αὐξανομένην προσοχὴν οἱ σοβιετικοὶ ἐπιστήμονες. Ἡ ραδιοαστρονομία ἐπιτρέπει τὴν μελέτην τῶν πλανητῶν ἀπὸ μεγάλας ἀποστάσεις.	[711, 1590, 834, 1679]
iraq-photo-headline: ΤΑ ΔΕΙΝΑ ΤΩΝ ΚΟΥΡΔΩΝ ΕΙΣ ΤΟ ΙΡΑΚ	[1203, 5, 1506, 23]
article-body: ΛΟΝΔΙΝΟΝ, 21. (Ἀσ. Πρέσ). — Ἀπεβίωσεν ὁ μεγαλύτερος γελοιογράφος τῆς χώρας εἰς ἡλικίαν 72 ἐτῶν. Τὰ σχέδιά του ἐδημοσιεύοντο ἐπὶ σειρὰν ἐτῶν εἰς τὸν Τύπον.	[352, 100, 566, 144]
article-headline: Ο ΣΠΑΟΚ ΣΥΝΗΓΟΡΕΙ ΥΠΕΡ ΤΟΥ ΣΥΜΦΩΝΟΥ ΜΗ ΕΠΙΘΕΣΕΩΣ	[983, 729, 1141, 770]
article-kicker: Ὡς διενιστώσαν οἱ ἰατροὶ	[693, 505, 851, 523]
article-body: ΑΘΗΝΑΙ, 21. — Ἀρμοδίως ἀνεκοινώθη ὅτι θὰ διενεργηθοῦν ἀεροψεκασμοὶ τῶν ἐλαιοδένδρων.	[979, 685, 1145, 717]
article-body: Συνελήφθη ὁ Β. Π. Τίτσι, ἐτῶν 16, ἄνεργος, ὅστις ἐξυλοκοπήθη ὑπὸ τοῦ θύματός του.	[352, 1254, 566, 1277]
article-body: ΛΟΝΔΙΝΟΝ, 21. (Τοῦ ἀνταποκριτοῦ μας). — Ἔνας μόνος ἐπὶ 6,2% τῶν κατοίκων τῆς Ἀγγλίας πάσχει ἀπὸ διαβήτη κατὰ τὰς ἐρεύνας τῶν ἰατρῶν.	[711, 748, 834, 814]
article-body: ΜΟΣΧΑ, 21. (Σ. Υπηρ.). — Εἰς τοὺς ἀστέρας καὶ τὸ διάστημα ἀφιερώνουν αὐξανομένην προσοχὴν οἱ σοβιετικοὶ ἐπιστήμονες. Ἡ ραδιοαστρονομία ἐπιτρέπει τὴν μελέτην τῶν πλανητῶν ἀπὸ μεγάλας ἀποστάσεις.	[575, 1564, 697, 1653]
traffic-officer-photo	[4, 44, 343, 954]
brand-logo: URSUS	[24, 1693, 394, 1752]
ad-representation: ΓΕΝΙΚΗ ΑΝΤΙΠΡΟΣΩΠΕΙΑ ΕΛΛΑΔΟΣ	[20, 2318, 257, 2333]
ad-warranty-text: Τὸ οἰκονομικότερο ΤΡΑΚΤΕΡ τοῦ κόσμου σὲ καύσιμα καὶ τιμή. ΕΓΓΥΗΣΙΣ 6 ΜΗΝΩΝ ΔΙΑ ΚΑΘΕ ΒΛΑΒΗ ΔΩΡΕΑΝ Μεγάλη συλλογὴ Ἀνταλλακτικῶν ΥΠΗΡΕΣΙΑ (SERVICE) ἐξυπηρετήσεως Ταχυτάτη καὶ ΔΩΡΕΑΝ	[20, 2206, 535, 2288]
astronomy-section: ΤΑ ΕΠΙΤΕΥΓΜΑΤΑ ΤΗΣ ΡΑΔΙΟΑΣΤΡΟΝΟΜΙΑΣ	[702, 1260, 1016, 1277]
column-4-bottom	[976, 1363, 1148, 2337]
photo-caption: Ἡ γυναικεία τροχονομία ἀποτελεῖ νέαν πρωτοβουλίαν τῶν ἀρχῶν τῆς Ἑλβετίας. Ἡ γυναῖκα τροχονόμος ρυθμίζει τὴν κυκλοφορίαν εἰς τὰς κεντρικὰς ὁδοὺς τῆς πόλεως.	[4, 957, 343, 992]
article-body: ΒΕΛΙΓΡΑΔΙΟΝ, Σεπτέμβριος. — Μία γιουγκοσλαβική ἐταιρεία ἐνημερώνει τοὺς ἀναγνώστας της διὰ τὸ οἰκονομικὸν σύστημα τῆς χώρας. Ἡ ἐπίσκεψις τοῦ Σοβιετικοῦ ἡγέτου ἔδωσε ἀφορμὴν διὰ πολλὰς συζητήσεις περὶ τῶν ὁμοιοτήτων καὶ τῶν διαφορῶν τῶν δύο συστημάτων. Εἰς τὴν Γιουγκοσλαβίαν οἱ ἐργάται συμμετέχουν εἰς τὴν διοίκησιν τῶν ἐπιχειρήσεων καὶ τὰ ἡμερομίσθια καθορίζονται ἀναλόγως τῆς ἀποδόσεως.	[181, 1306, 342, 1450]
column-rule	[348, 0, 349, 1568]
article-body: ΑΘΗΝΑΙ, 21. — Ἡ ΕΔΑ ὀργανώνει σήμερον συγκεντρώσεις εἰς διαφόρους συνοικίας.	[979, 994, 1145, 1027]
china-subhead: ΚΥΡΙΑΝ ΠΡΟΣΠΑΘΕΙΑΝ ΑΠΟΤΕΛΕΙ Η ΓΕΩΡΓΙΑ	[1191, 953, 1518, 971]
astronomy-headline-2: μέσῳ τῶν "διαστημικῶν ἀστεροσκοπείων,,	[615, 1364, 929, 1422]
article-headline: ΑΙ ΣΗΜΕΡΙΝΑΙ ΣΥΓΚΕΝΤΡΩΣΕΙΣ ΤΗΣ Ε.Δ.Α.	[982, 926, 1142, 953]
article-body: ΑΘΗΝΑΙ, 21. — Ἐπικίνδυνον αὔξησιν τῶν ἐργατικῶν ἀτυχημάτων σημειοῦσιν οἱ στατιστικαὶ τοῦ Ὑπουργείου Ἐργασίας. Ὡς αἰτία ἀναφέρεται ὁ ἀνεπαρκὴς ἔλεγχος τῶν συνθηκῶν ἐργασίας εἰς τὰ ἐργοτάξια.	[352, 396, 566, 451]
astronomy-deck: ΕΡΓΑΣΤΗΡΙΑ ΘΑ ΕΓΚΑΤΑΣΤΑΘΟΥΝ ΕΙΣ ΤΟ ΔΙΑΣΤΗΜΑ.- ΚΑΙ ΘΑ ΜΕΤΑΒΑΙΝΟΥΝ ΕΚΕΙ ΟΙ ΕΠΙΣΤΗΜΟΝΕΣ.- Η ΑΚΤΙΒΟΛΙΑ.-"ΛΕΥΚΟΙ ΝΑΝΟΙ,,- ΦΑΣΜΑΤΑ	[579, 1432, 965, 1489]
article-body: ΑΘΗΝΑΙ, 21. — Τὸ ὑπουργεῖον Ἐργασίας ἀνακοινοῖ ὅτι καλοῦνται νέοι ἐργάται.	[979, 1558, 1145, 1591]
article-body: ΑΘΗΝΑΙ, 21. — Τὸ Ἐφετεῖον ἐξέδωσε τὴν ἀπόφασίν του.	[979, 1451, 1145, 1472]
article-body: Συνελήφθη ὁ εργάτης Ι. Γεωργιάδης, ὅστις ἐπετέθη κατὰ τοῦ συναδέλφου του κατόπιν λογομαχίας.	[352, 1017, 566, 1050]
column-5	[1151, 0, 1558, 1909]
article-body: ΟΥΑΣΙΓΚΤΩΝ, 21. (Ἀσ. Πρέσ). — Ὁ γερουσιαστὴς κ. Κέννεντυ ἐζήτησε τὴν λῆψιν μέτρων διὰ τὴν προστασίαν τῆς διεθνοῦς ἁλιείας.	[352, 808, 566, 841]
article-author: Κ. ΧΑΤΖΗΓΥΡΗΣ	[891, 819, 970, 830]
diabetes-subhead: ΤΟ ΠΟΣΟΣΤΟΝ ΜΕΓΑΛΥΤΕΡΟΝ ΜΕΤΑΞΥ ΤΩΝ ΓΥΝΑΙΚΩΝ	[593, 658, 951, 674]
article-body: ΛΟΝΔΙΝΟΝ, 21. (Τοῦ ἀνταποκριτοῦ μας). — Οἱ ἠλεκτρονικοὶ ἐγκέφαλοι χρησιμοποιοῦνται πλέον εἰς τὴν ἰατρικὴν διὰ τὴν ἐπαλήθευσιν τῶν διαγνώσεων.	[1154, 620, 1279, 698]
article-body: ΑΘΗΝΑΙ, 21. — Τὸ ὑπουργεῖον Ἐργασίας ἀνακοινοῖ ὅτι καλοῦνται νέοι ἐργάται.	[979, 1670, 1145, 1703]
article-body: ΒΟΝΝΗ, 21. (Γερ. Πρακτ.). — Ἡ κυβέρνησις τῆς Δυτικῆς Γερμανίας ἀπέκρουσεν ἐντόνως τὰς κατηγορίας τοῦ Σοβιετικοῦ ὑπουργοῦ τῶν Ἐξωτερικῶν.	[352, 544, 566, 589]
article-body: ΑΘΗΝΑΙ, 21. — Ἡ Ἐκτελεστικὴ Ἐπιτροπὴ τῆς Ἑνώσεως Δήμων συνῆλθεν εἰς συνεδρίασιν.	[979, 1070, 1145, 1103]
article-body: Τὴν 3.50 μ.μ. χθὲς ἐπὶ τῆς Μοναστηρίου 24, ἐσημειώθη ἔκρηξις ρεζερβουὰρ καυσίμων.	[352, 886, 566, 909]
hp-range: 28-31	[438, 1666, 508, 1696]
article-body: ΑΘΗΝΑΙ, 21. — Τὸ ὑπουργεῖον Ἐργασίας ἀνακοινοῖ ὅτι καλοῦνται νέοι ἐργάται.	[979, 1707, 1145, 1740]
article-subhead: ΑΓΡΟΤΙΚΟΣ ΚΑΝΩΝ	[1203, 1189, 1298, 1201]
ad-address: ΘΕΣΣΑΛΟΝΙΚΗ ΔΩΔΕΚΑΝΗΣΟΥ 17 - ΤΗΛ. 26.952	[20, 2363, 354, 2380]
article-body: ΒΕΛΙΓΡΑΔΙΟΝ, Σεπτέμβριος. — Μία γιουγκοσλαβική ἐταιρεία ἐνημερώνει τοὺς ἀναγνώστας της διὰ τὸ οἰκονομικὸν σύστημα τῆς χώρας. Ἡ ἐπίσκεψις τοῦ Σοβιετικοῦ ἡγέτου ἔδωσε ἀφορμὴν διὰ πολλὰς συζητήσεις περὶ τῶν ὁμοιοτήτων καὶ τῶν διαφορῶν τῶν δύο συστημάτων. Εἰς τὴν Γιουγκοσλαβίαν οἱ ἐργάται συμμετέχουν εἰς τὴν διοίκησιν τῶν ἐπιχειρήσεων καὶ τὰ ἡμερομίσθια καθορίζονται ἀναλόγως τῆς ἀποδόσεως.	[5, 1384, 166, 1528]
article-body: ΜΟΣΧΑ, 21. (Σ. Υπηρ.). — Εἰς τοὺς ἀστέρας καὶ τὸ διάστημα ἀφιερώνουν αὐξανομένην προσοχὴν οἱ σοβιετικοὶ ἐπιστήμονες. Ἡ ραδιοαστρονομία ἐπιτρέπει τὴν μελέτην τῶν πλανητῶν ἀπὸ μεγάλας ἀποστάσεις.	[847, 1869, 970, 1956]
article-body: ΑΘΗΝΑΙ, 21. — Τὸ ὑπουργεῖον Ἐργασίας ἀνακοινοῖ ὅτι καλοῦνται νέοι ἐργάται.	[979, 1744, 1145, 1777]
article-subhead: ΜΕΓΑΛΑΙ ΕΠΙΤΥΧΙΑΙ	[725, 1871, 819, 1881]
article-body: ΠΕΚΙΝΟΝ, Σεπτέμβριος. ('Σ. Υπηρ.). — Ἡ κινεζικὴ κομμουνιστικὴ οἰκονομία ἀναρρώνει βαθμηδὸν μετὰ τὰς ἀποτυχίας τῶν προηγουμένων ἐτῶν.	[1154, 1091, 1347, 1134]
article-body: ΑΘΗΝΑΙ, 21. — Τὸ ὑπουργεῖον Ἐργασίας ἀνακοινοῖ ὅτι καλοῦνται νέοι ἐργάται.	[979, 1596, 1145, 1628]
article-body: ΜΟΣΧΑ, 21. (Σ. Υπηρ.). — Εἰς τοὺς ἀστέρας καὶ τὸ διάστημα ἀφιερώνουν αὐξανομένην προσοχὴν οἱ σοβιετικοὶ ἐπιστήμονες. Ἡ ραδιοαστρονομία ἐπιτρέπει τὴν μελέτην τῶν πλανητῶν ἀπὸ μεγάλας ἀποστάσεις.	[847, 1775, 970, 1864]
article-body: ΒΕΛΙΓΡΑΔΙΟΝ, Σεπτέμβριος. — Μία γιουγκοσλαβική ἐταιρεία ἐνημερώνει τοὺς ἀναγνώστας της διὰ τὸ οἰκονομικὸν σύστημα τῆς χώρας. Ἡ ἐπίσκεψις τοῦ Σοβιετικοῦ ἡγέτου ἔδωσε ἀφορμὴν διὰ πολλὰς συζητήσεις περὶ τῶν ὁμοιοτήτων καὶ τῶν διαφορῶν τῶν δύο συστημάτων. Εἰς τὴν Γιουγκοσλαβίαν οἱ ἐργάται συμμετέχουν εἰς τὴν διοίκησιν τῶν ἐπιχειρήσεων καὶ τὰ ἡμερομίσθια καθορίζονται ἀναλόγως τῆς ἀποδόσεως.	[5, 1235, 166, 1379]
column-1	[0, 0, 347, 1568]
article-subhead: ΦΙΛΕΛΕΥΘΕΡΗ ΟΙΚΟΝΟΜΙΑ	[196, 1456, 327, 1468]
roads-headline: ΠΟΙΑ ΕΡΓΑ ΟΔΟΠΟΙΪΑΣ ΘΑ ΕΚΤΕΛΕΣΘΟΥΝ ΕΙΣ ΤΟΥΣ ΝΟΜΟΥΣ ΤΗΣ Δ. ΘΡΑΚΗΣ ΤΟ 1964	[576, 23, 968, 91]
article-body: ΒΕΛΙΓΡΑΔΙΟΝ, Σεπτέμβριος. — Μία γιουγκοσλαβική ἐταιρεία ἐνημερώνει τοὺς ἀναγνώστας της διὰ τὸ οἰκονομικὸν σύστημα τῆς χώρας. Ἡ ἐπίσκεψις τοῦ Σοβιετικοῦ ἡγέτου ἔδωσε ἀφορμὴν διὰ πολλὰς συζητήσεις περὶ τῶν ὁμοιοτήτων καὶ τῶν διαφορῶν τῶν δύο συστημάτων. Εἰς τὴν Γιουγκοσλαβίαν οἱ ἐργάται	[181, 1469, 342, 1568]
article-body: ΑΘΗΝΑΙ, 21. — Ἐπικίνδυνον αὔξησιν τῶν ἐργατικῶν ἀτυχημάτων σημειοῦσιν οἱ στατιστικαὶ τοῦ Ὑπουργείου Ἐργασίας. Ὡς αἰτία ἀναφέρεται ὁ ἀνεπαρκὴς ἔλεγχος τῶν συνθηκῶν ἐργασίας εἰς τὰ ἐργοτάξια.	[352, 218, 566, 273]
article-headline: ΤΑ ΒΙΒΛΙΑΡΙΑ ΤΟΥ 1964 ΤΩΝ ΜΕΡΙΣΜΑΤΟΥΧΩΝ ΤΟΥ ΜΕΤΟΧΙΚΟΥ ΣΤΡΑΤΟΥ	[981, 1790, 1143, 1831]
article-headline: Η ΕΚΤΕΛΕΣΤΙΚΗ ΕΠΙΤΡΟΠΗ ΤΗΣ ΕΝΩΣΕΩΣ ΤΩΝ ΔΗΜΩΝ	[983, 1039, 1141, 1067]
new-badge: Νέον	[26, 1649, 114, 1693]
article-body: ΑΘΗΝΑΙ, 18. — Διὰ τὴν περιοχὴν Θράκης παρασκευάσθησαν ἀρμοδίως τὰ ἀναλυτικὰ προγράμματα ὁδοποιίας διὰ τὸ ἔτος 1964. Τὰ ἔργα περιλαμβάνουν ἀσφαλτοστρώσεις καὶ βελτιώσεις ὁδῶν εἰς τοὺς νομοὺς Ἕβρου, Ροδόπης καὶ Ξάνθης.	[575, 196, 834, 492]
article-body: ΑΘΗΝΑΙ, 21. — Ἡ ΕΔΑ ὀργανώνει σήμερον συγκεντρώσεις εἰς διαφόρους συνοικίας.	[979, 957, 1145, 990]
article-body: ΑΘΗΝΑΙ, 21. — Ἐγκρίθη, ὅτι ἐντὸς τοῦ 1964 θὰ ἀνεγερθῇ ὁ πρῶτος οὐρανοξύστης τῆς Ἀθήνας.	[979, 123, 1145, 156]
ad-intro: Γεωργοί ἐπισκεφθῆτε εἰς τὸ Πολωνικὸν Περίπτερον τὸ Παγκοσμίου φήμης.	[20, 1581, 473, 1630]
article-body: ΠΕΚΙΝΟΝ, Σεπτέμβριος. ('Σ. Υπηρ.). — Ἡ κινεζικὴ κομμουνιστικὴ οἰκονομία ἀναρρώνει βαθμηδὸν μετὰ τὰς ἀποτυχίας τῶν προηγουμένων ἐτῶν.	[1154, 1203, 1347, 1246]
computer-doctors-deck: Εἰς πολλὰς περιπτώσεις ἡ μηχανὴ ἐφάνη «σοφωτέρα» τοῦ ἀνθρώπου	[1171, 548, 1538, 595]
article-body: ΑΘΗΝΑΙ, 21. — Ἀρμοδίως ἐγνώσθη ὅτι ἤρχισεν ἡ διανομὴ τῶν βιβλιαρίων.	[979, 1834, 1145, 1855]
article-body: ΠΑΤΡΑΙ, 21. — Ὀλίγον ἔλειψε νὰ βιασθῇ ὑπὸ 15ετοῦς νεαροῦ γυνὴ 30 ἐτῶν.	[352, 1121, 566, 1143]
article-kicker: Βάσει τοῦ ἐγκριθέντος προγράμματος	[650, 4, 894, 20]
model-year: 1963	[187, 1877, 307, 1926]
subheadline: ΤΟ ΟΙΚΟΝΟΜΙΚΟΝ ΣΥΣΤΗΜΑ ΤΟΥ ΤΙΤΟ.—Ο ΦΙΛΕΛΕΥΘΕΡΙΣΜΟΣ ΤΟΥ.—ΕΡΓΑΤΑΙ ΚΑΙ ΜΕΛΗ ΤΟΥ Κ.Κ.— ΗΜΕΡΟΜΙΣΘΙΑ.— ΔΙΑΦΟΡΑΙ.—	[18, 1144, 329, 1194]
article-body: ΠΕΚΙΝΟΝ, Σεπτέμβριος. ('Σ. Υπηρ.). — Ἡ κινεζικὴ κομμουνιστικὴ οἰκονομία ἀναρρώνει βαθμηδὸν μετὰ τὰς ἀποτυχίας τῶν προηγουμένων ἐτῶν.	[1362, 1341, 1555, 1385]
article-body: ΛΟΝΔΙΝΟΝ, 21. (Τοῦ ἀνταποκριτοῦ μας). — Ἔνας μόνος ἐπὶ 6,2% τῶν κατοίκων τῆς Ἀγγλίας πάσχει ἀπὸ διαβήτη κατὰ τὰς ἐρεύνας τῶν ἰατρῶν.	[575, 748, 697, 814]
astronomy-deck-2: Μέγα ἐνδιαφέρον διὰ τοὺς "θνήσκοντας ἀστέρας,,	[632, 1493, 912, 1540]
article-body: ΑΘΗΝΑΙ, 21. — Ὁ ὑπουργὸς συγκοινωνιῶν κ. Ξεπαρμένος θὰ εἰσαγάγῃ νέα μέτρα ἀσφαλείας.	[979, 225, 1145, 258]
computer-doctors-headline: ΜΕ «ΗΛΕΚΤΡΟΝΙΚΟΥΣ ΕΚΤΙΜΗΤΑΣ» ΘΑ ΔΥΝΑΝΤΑΙ ΣΥΝΤΟΜΩΣ ΟΙ ΙΑΤΡΟΙ ΝΑ ΕΠΑΛΗΘΕΥΟΥΝ ΤΑΣ ΔΙΑΓΝΩΣΕΙΣ	[1177, 480, 1532, 541]
column-rule	[974, 0, 975, 2337]
article-body: ΛΟΝΔΙΝΟΝ, 21. (Τοῦ ἀνταποκριτοῦ μας). — Οἱ ἠλεκτρονικοὶ ἐγκέφαλοι χρησιμοποιοῦνται πλέον εἰς τὴν ἰατρικὴν διὰ τὴν ἐπαλήθευσιν τῶν διαγνώσεων.	[1430, 620, 1555, 698]
ad-tagline: 31 τέτοια Ἄλογα εἶναι κλεισμένα μέσα σ' αὐτὸ τὸ κομψὸ καὶ ὡραῖο μηχάνημα. Ὅλα πρόθυμα νὰ σᾶς ἐξυπηρετήσουν σὲ ὅλες τὶς Γεωργικὲς σας ἀνάγκες.	[20, 1761, 546, 1828]
computer-doctors-subhead: ΠΑΝΤΩΣ Η «ΤΕΧΝΗ ΤΟΥ ΙΠΠΟΚΡΑΤΟΥΣ» ΔΕΝ ΚΙΝΔΥΝΕΥΕΙ	[1182, 603, 1527, 617]
article-body: ΛΟΝΔΙΝΟΝ, 21. (Τοῦ ἀνταποκριτοῦ μας). — Οἱ ἠλεκτρονικοὶ ἐγκέφαλοι χρησιμοποιοῦνται πλέον εἰς τὴν ἰατρικὴν διὰ τὴν ἐπαλήθευσιν τῶν διαγνώσεων.	[1154, 702, 1279, 779]
article-body: ΒΟΝΝΗ, 21. (Γερ. Πρακτ.). — Ἡ κυβέρνησις τῆς Δυτικῆς Γερμανίας ἀπέκρουσεν ἐντόνως τὰς κατηγορίας τοῦ Σοβιετικοῦ ὑπουργοῦ τῶν Ἐξωτερικῶν.	[352, 593, 566, 637]
china-deck-2: Ἐλαττοῦται ὁ πληθυσμὸς τῶν πόλεων	[1207, 973, 1502, 991]
article-body: ΑΘΗΝΑΙ, 21. — Ἐγκρίθη, ὅτι ἐντὸς τοῦ 1964 θὰ ἀνεγερθῇ ὁ πρῶτος οὐρανοξύστης τῆς Ἀθήνας.	[979, 86, 1145, 119]
article-body: ΠΕΚΙΝΟΝ, Σεπτέμβριος. ('Σ. Υπηρ.). — Ἡ κινεζικὴ κομμουνιστικὴ οἰκονομία ἀναρρώνει βαθμηδὸν μετὰ τὰς ἀποτυχίας τῶν προηγουμένων ἐτῶν.	[1154, 994, 1347, 1038]
